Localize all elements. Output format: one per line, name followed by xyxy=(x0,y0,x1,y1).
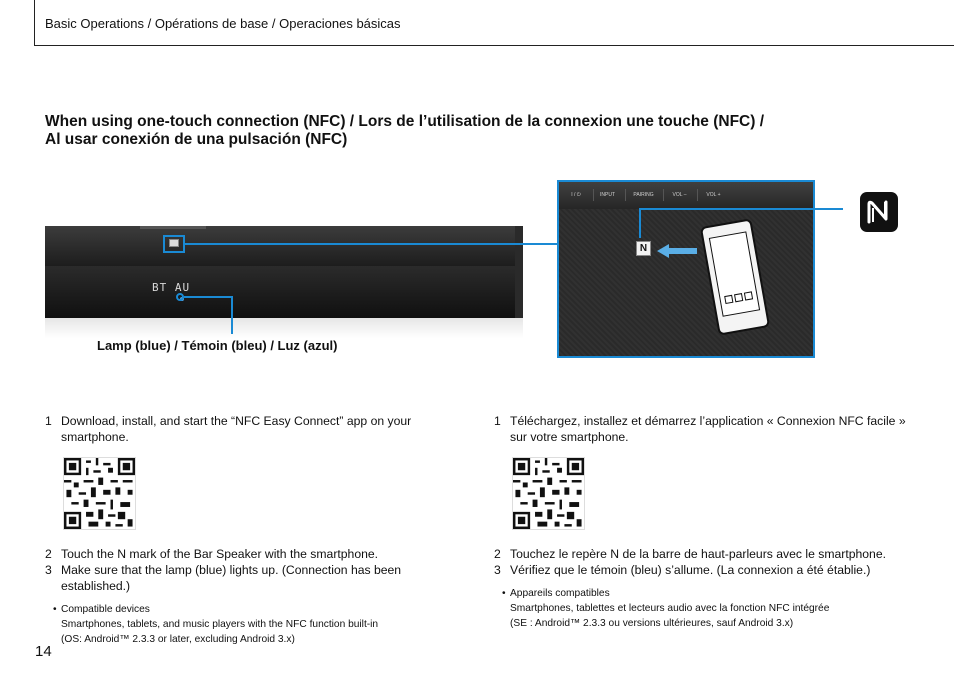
note-line: (OS: Android™ 2.3.3 or later, excluding Android 3.x) xyxy=(61,634,295,645)
closeup-callout-line-vertical xyxy=(639,208,641,238)
step-text: Make sure that the lamp (blue) lights up. (Connection has been established.) xyxy=(61,563,402,593)
step-number: 1 xyxy=(494,414,501,428)
note-line: (SE : Android™ 2.3.3 ou versions ultérieures, sauf Android 3.x) xyxy=(510,618,794,629)
step-2 xyxy=(45,546,465,562)
step-text: Touch the N mark of the Bar Speaker with the smartphone. xyxy=(61,547,379,561)
section-title-line-1: When using one-touch connection (NFC) / Lors de l’utilisation de la connexion une touche (NFC) / xyxy=(45,113,765,130)
step-text: Téléchargez, installez et démarrez l’application « Connexion NFC facile » sur votre smartphone. xyxy=(510,414,906,444)
pairing-button-label: PAIRING xyxy=(625,189,661,201)
step-2 xyxy=(494,546,914,562)
closeup-control-panel xyxy=(559,182,813,209)
note-heading xyxy=(53,602,465,617)
section-title xyxy=(45,113,764,149)
instructions-english xyxy=(45,413,465,647)
input-button-label: INPUT xyxy=(593,189,621,201)
note-line: Smartphones, tablets, and music players with the NFC function built-in xyxy=(61,619,379,630)
running-header: Basic Operations / Opérations de base / Operaciones básicas xyxy=(45,16,401,31)
bar-speaker-front-panel xyxy=(45,266,523,318)
step-text: Touchez le repère N de la barre de haut-parleurs avec le smartphone. xyxy=(510,547,886,561)
arrow-left-icon xyxy=(657,244,697,258)
step-number: 3 xyxy=(494,563,501,577)
step-number: 1 xyxy=(45,414,52,428)
bar-speaker-end-cap xyxy=(515,226,523,318)
lamp-callout-line-vertical xyxy=(231,296,233,334)
smartphone-icon xyxy=(700,218,770,335)
app-icon xyxy=(734,293,743,302)
lamp-caption: Lamp (blue) / Témoin (bleu) / Luz (azul) xyxy=(97,338,338,353)
compatible-devices-note xyxy=(53,602,465,647)
step-3 xyxy=(494,562,914,578)
closeup-nfc-mark: N xyxy=(636,241,651,256)
smartphone-screen xyxy=(709,231,760,316)
note-heading xyxy=(502,586,914,601)
note-bullet: • xyxy=(502,588,506,599)
vol-down-button-label: VOL – xyxy=(663,189,695,201)
qr-code-icon xyxy=(512,457,585,530)
page-number: 14 xyxy=(35,643,52,660)
section-title-line-2: Al usar conexión de una pulsación (NFC) xyxy=(45,131,348,148)
bar-speaker-edge-mark xyxy=(140,226,206,229)
app-icon xyxy=(744,291,753,300)
step-number: 3 xyxy=(45,563,52,577)
nfc-closeup-illustration xyxy=(557,180,815,358)
lamp-callout-line-horizontal xyxy=(184,296,233,298)
instructions-french xyxy=(494,413,914,631)
nfc-callout-line xyxy=(185,243,559,245)
step-3 xyxy=(45,562,465,594)
note-line: Smartphones, tablettes et lecteurs audio avec la fonction NFC intégrée xyxy=(510,603,830,614)
bar-speaker-shadow xyxy=(45,318,523,338)
compatible-devices-note xyxy=(502,586,914,631)
note-bullet: • xyxy=(53,604,57,615)
header-divider-horizontal xyxy=(34,45,954,46)
nfc-n-glyph-icon xyxy=(860,192,898,232)
nfc-logo-icon xyxy=(860,192,898,232)
step-1 xyxy=(45,413,465,445)
bar-speaker-display: BT AU xyxy=(152,281,191,294)
step-text: Vérifiez que le témoin (bleu) s’allume. (La connexion a été établie.) xyxy=(510,563,871,577)
step-number: 2 xyxy=(45,547,52,561)
bar-speaker-top-panel xyxy=(45,226,523,266)
lamp-callout-ring xyxy=(176,293,184,301)
step-1 xyxy=(494,413,914,445)
header-divider-vertical xyxy=(34,0,35,46)
vol-up-button-label: VOL + xyxy=(697,189,729,201)
note-title: Appareils compatibles xyxy=(510,588,610,599)
app-icon xyxy=(724,295,733,304)
step-number: 2 xyxy=(494,547,501,561)
qr-code-icon xyxy=(63,457,136,530)
note-title: Compatible devices xyxy=(61,604,150,615)
step-text: Download, install, and start the “NFC Easy Connect” app on your smartphone. xyxy=(61,414,412,444)
closeup-callout-line-horizontal xyxy=(639,208,843,210)
nfc-mark-callout xyxy=(163,235,185,253)
power-button-label: I / ⏻ xyxy=(571,192,581,198)
